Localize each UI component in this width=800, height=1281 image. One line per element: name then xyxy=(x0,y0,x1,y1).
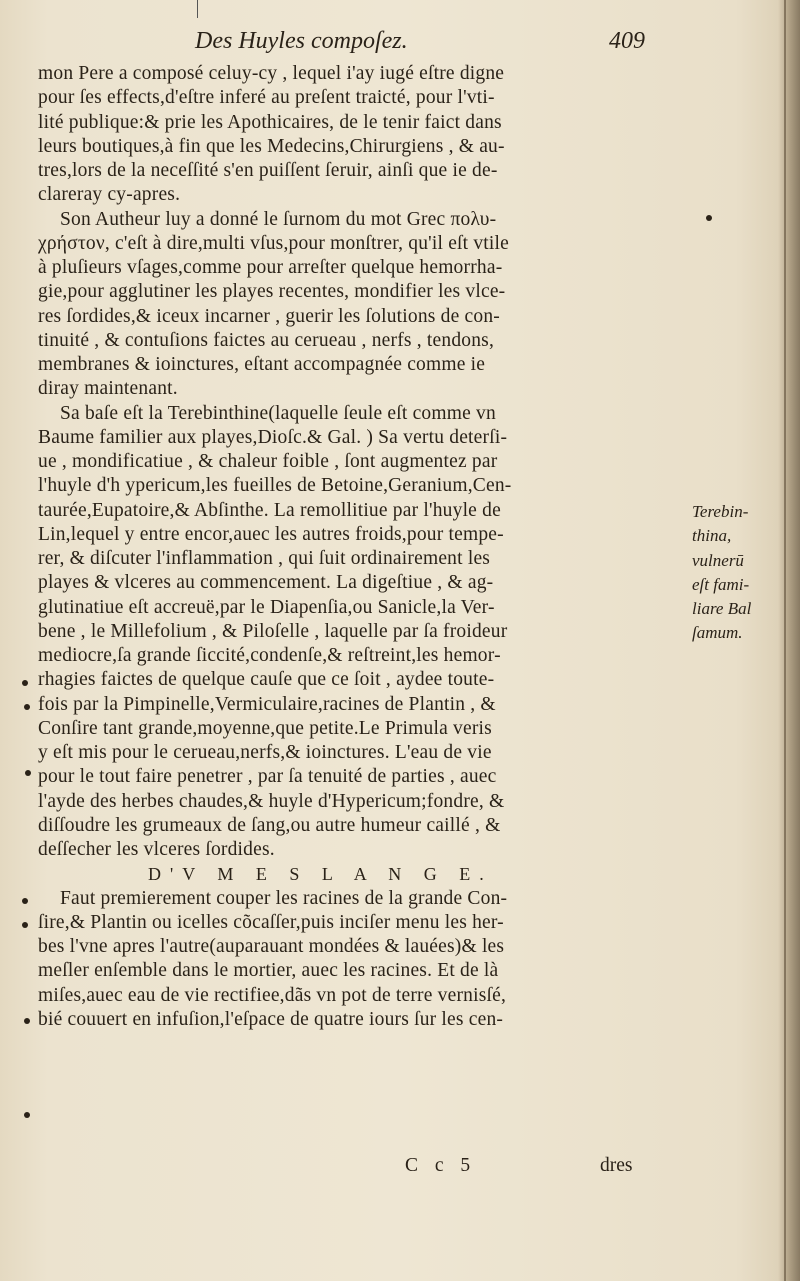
text-line: diray maintenant. xyxy=(38,378,178,400)
text-line: fois par la Pimpinelle,Vermiculaire,racines de Plantin , & xyxy=(38,693,496,715)
text-line: miſes,auec eau de vie rectifiee,dãs vn pot de terre vernisſé, xyxy=(38,984,507,1006)
text-line: rhagies faictes de quelque cauſe que ce ſoit , aydee toute- xyxy=(38,669,495,691)
text-line: ſire,& Plantin ou icelles cõcaſſer,puis inciſer menu les her- xyxy=(38,911,504,933)
ink-dot-icon xyxy=(22,898,28,904)
text-line: ue , mondificatiue , & chaleur foible , ſont augmentez par xyxy=(38,451,498,472)
ink-dot-icon xyxy=(22,922,28,928)
text-line: y eſt mis pour le cerueau,nerfs,& ioinctures. L'eau de vie xyxy=(38,742,492,763)
text-line: Conſire tant grande,moyenne,que petite.Le Primula veris xyxy=(38,717,492,739)
text-line: tinuité , & contuſions faictes au cerueau , nerfs , tendons, xyxy=(38,329,495,351)
text-line: deſſecher les vlceres ſordides. xyxy=(38,839,275,860)
text-line: l'huyle d'h ypericum,les fueilles de Betoine,Geranium,Cen- xyxy=(38,475,512,497)
gutter-edge xyxy=(784,0,786,1281)
ink-dot-icon xyxy=(25,770,31,776)
margin-note-line: thina, xyxy=(692,526,732,546)
text-line: Son Autheur luy a donné le ſurnom du mot Grec πολυ- xyxy=(60,208,497,230)
page-number: 409 xyxy=(609,28,645,54)
text-line: gie,pour agglutiner les playes recentes, mondifier les vlce- xyxy=(38,281,506,303)
pencil-mark xyxy=(197,0,198,18)
ink-dot-icon xyxy=(22,680,28,686)
page-footer xyxy=(405,1155,705,1181)
text-line: membranes & ioinctures, eſtant accompagnée comme ie xyxy=(38,354,486,375)
margin-note-line: ſamum. xyxy=(692,623,743,643)
text-line: glutinatiue eſt accreuë,par le Diapenſia,ou Sanicle,la Ver- xyxy=(38,596,495,618)
text-line: pour ſes effects,d'eſtre inferé au preſent traicté, pour l'vti- xyxy=(38,87,495,109)
margin-note-line: liare Bal xyxy=(692,599,752,618)
text-line: rer, & diſcuter l'inflammation , qui ſuit ordinairement les xyxy=(38,548,491,569)
signature-mark: C c 5 xyxy=(405,1155,477,1176)
text-line: meſler enſemble dans le mortier, auec les racines. Et de là xyxy=(38,960,499,982)
text-line: Faut premierement couper les racines de la grande Con- xyxy=(60,887,508,909)
text-line: l'ayde des herbes chaudes,& huyle d'Hypericum;fondre, & xyxy=(38,790,505,812)
text-line: bene , le Millefolium , & Piloſelle , laquelle par ſa froideur xyxy=(38,620,508,642)
text-line: clareray cy-apres. xyxy=(38,184,181,206)
text-line: playes & vlceres au commencement. La digeſtiue , & ag- xyxy=(38,572,494,594)
text-line: mon Pere a composé celuy-cy , lequel i'ay iugé eſtre digne xyxy=(38,63,505,84)
text-line: res ſordides,& iceux incarner , guerir les ſolutions de con- xyxy=(38,305,500,327)
text-line: mediocre,ſa grande ſiccité,condenſe,& reſtreint,les hemor- xyxy=(38,645,501,666)
page-header xyxy=(195,28,645,62)
margin-note-line: eſt fami- xyxy=(692,574,750,594)
text-line: lité publique:& prie les Apothicaires, de le tenir faict dans xyxy=(38,111,502,133)
text-line: pour le tout faire penetrer , par ſa tenuité de parties , auec xyxy=(38,766,497,788)
text-line: diſſoudre les grumeaux de ſang,ou autre humeur caillé , & xyxy=(38,814,501,836)
margin-note-line: vulnerū xyxy=(692,550,744,570)
margin-note xyxy=(692,500,782,646)
text-line: leurs boutiques,à fin que les Medecins,Chirurgiens , & au- xyxy=(38,135,505,157)
catchword: dres xyxy=(600,1155,633,1176)
margin-note-line: Terebin- xyxy=(692,502,749,521)
text-line: bié couuert en infuſion,l'eſpace de quatre iours ſur les cen- xyxy=(38,1008,504,1030)
section-heading: D'V M E S L A N G E. xyxy=(148,864,493,885)
text-line: χρήστον, c'eſt à dire,multi vſus,pour monſtrer, qu'il eſt vtile xyxy=(38,232,510,254)
text-line: tres,lors de la neceſſité s'en puiſſent ſeruir, ainſi que ie de- xyxy=(38,160,498,181)
ink-dot-icon xyxy=(24,1112,30,1118)
ink-dot-icon xyxy=(24,704,30,710)
body-text xyxy=(38,62,678,1032)
text-line: taurée,Eupatoire,& Abſinthe. La remollitiue par l'huyle de xyxy=(38,499,501,521)
text-line: à pluſieurs vſages,comme pour arreſter quelque hemorrha- xyxy=(38,257,503,278)
text-line: Sa baſe eſt la Terebinthine(laquelle ſeule eſt comme vn xyxy=(60,402,496,424)
ink-dot-icon xyxy=(24,1018,30,1024)
ink-dot-icon xyxy=(706,215,712,221)
text-line: Baume familier aux playes,Dioſc.& Gal. ) Sa vertu deterſi- xyxy=(38,426,508,448)
text-line: bes l'vne apres l'autre(auparauant mondées & lauées)& les xyxy=(38,936,505,957)
running-title: Des Huyles compoſez. xyxy=(195,28,408,54)
text-line: Lin,lequel y entre encor,auec les autres froids,pour tempe- xyxy=(38,523,504,545)
